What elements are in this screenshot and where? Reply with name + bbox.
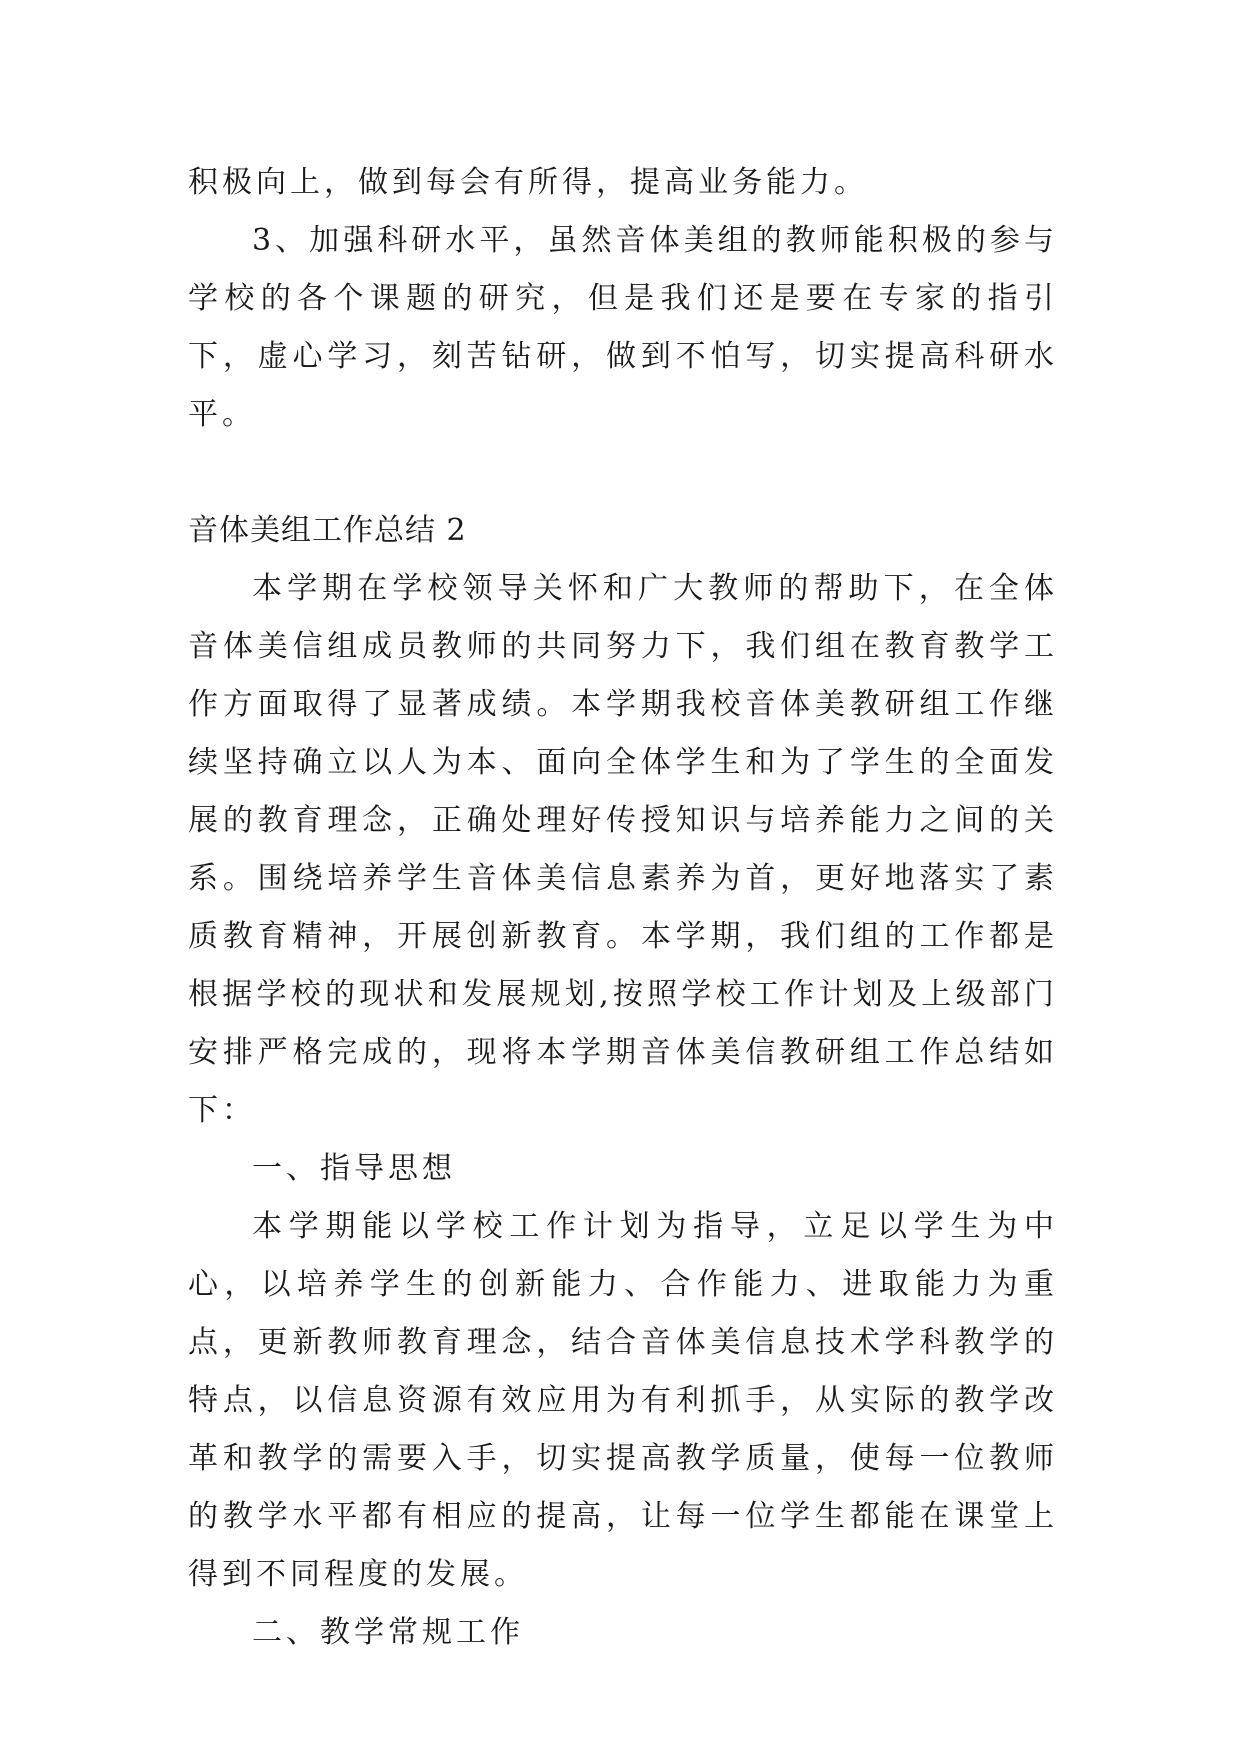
paragraph: 本学期在学校领导关怀和广大教师的帮助下，在全体音体美信组成员教师的共同努力下，我们组在教育教学工作方面取得了显著成绩。本学期我校音体美教研组工作继续坚持确立以人为本、面向全体学生和为了学生的全面发展的教育理念，正确处理好传授知识与培养能力之间的关系。围绕培养学生音体美信息素养为首，更好地落实了素质教育精神，开展创新教育。本学期，我们组的工作都是根据学校的现状和发展规划,按照学校工作计划及上级部门安排严格完成的，现将本学期音体美信教研组工作总结如下： bbox=[188, 571, 1058, 1128]
paragraph: 积极向上，做到每会有所得，提高业务能力。 bbox=[188, 165, 868, 200]
paragraph: 本学期能以学校工作计划为指导，立足以学生为中心，以培养学生的创新能力、合作能力、进取能力为重点，更新教师教育理念，结合音体美信息技术学科教学的特点，以信息资源有效应用为有利抓手，从实际的教学改革和教学的需要入手，切实提高教学质量，使每一位教师的教学水平都有相应的提高，让每一位学生都能在课堂上得到不同程度的发展。 bbox=[188, 1209, 1058, 1592]
paragraph: 3、加强科研水平，虽然音体美组的教师能积极的参与学校的各个课题的研究，但是我们还是要在专家的指引下，虚心学习，刻苦钻研，做到不怕写，切实提高科研水平。 bbox=[188, 223, 1058, 432]
section-title: 音体美组工作总结 2 bbox=[188, 513, 467, 548]
document-body bbox=[188, 154, 1058, 1662]
section-heading-teaching-routine: 二、教学常规工作 bbox=[252, 1615, 524, 1650]
section-heading-guiding-ideology: 一、指导思想 bbox=[252, 1151, 456, 1186]
